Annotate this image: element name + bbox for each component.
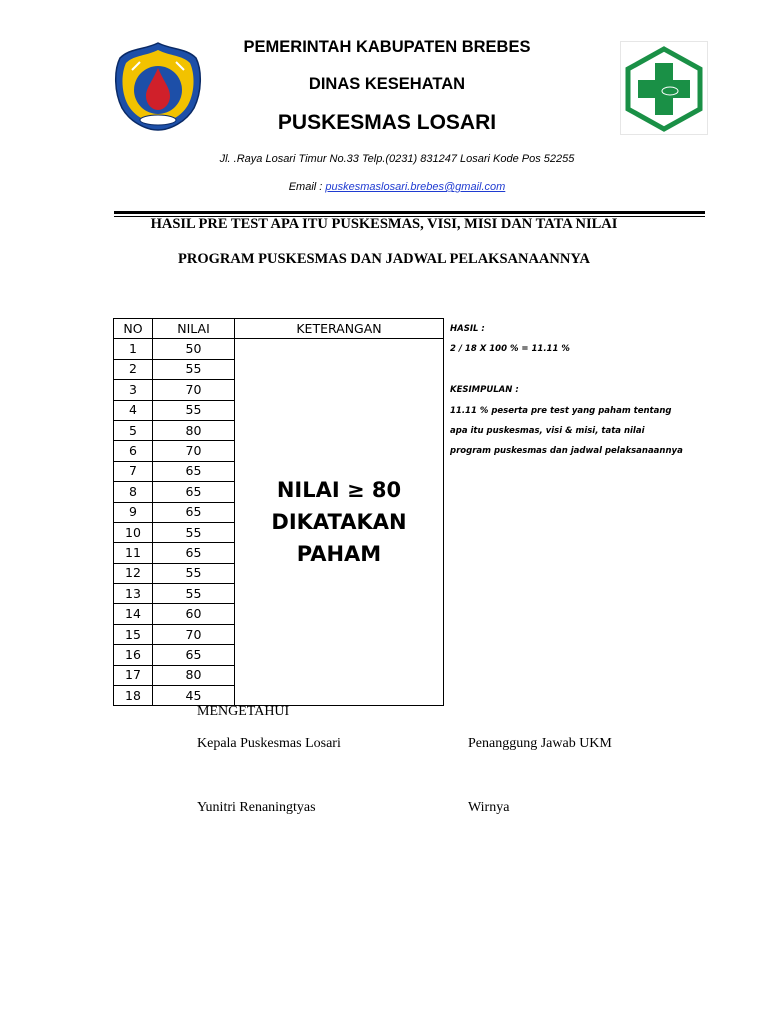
signature-right-title: Penanggung Jawab UKM (468, 736, 612, 751)
header-address: Jl. .Raya Losari Timur No.33 Telp.(0231) 831247 Losari Kode Pos 52255 (219, 153, 575, 165)
row-no: 16 (114, 645, 153, 665)
keterangan-cell (235, 339, 444, 706)
hasil-label: HASIL : (450, 324, 485, 334)
header-puskesmas: PUSKESMAS LOSARI (277, 111, 497, 134)
email-link[interactable]: puskesmaslosari.brebes@gmail.com (325, 181, 506, 193)
row-nilai: 80 (153, 665, 235, 685)
row-nilai: 65 (153, 543, 235, 563)
row-nilai: 55 (153, 522, 235, 542)
kesimpulan-line: apa itu puskesmas, visi & misi, tata nilai (450, 425, 645, 436)
row-no: 5 (114, 420, 153, 440)
row-no: 6 (114, 441, 153, 461)
kesimpulan-line: 11.11 % peserta pre test yang paham tentang (450, 405, 672, 416)
hasil-value: 2 / 18 X 100 % = 11.11 % (450, 344, 570, 355)
row-nilai: 65 (153, 482, 235, 502)
signature-left-name: Yunitri Renaningtyas (197, 800, 316, 815)
keterangan-line: PAHAM (296, 542, 382, 567)
header-department: DINAS KESEHATAN (308, 75, 466, 93)
row-nilai: 55 (153, 400, 235, 420)
row-nilai: 55 (153, 359, 235, 379)
keterangan-line: DIKATAKAN (271, 510, 407, 535)
row-nilai: 65 (153, 502, 235, 522)
row-no: 2 (114, 359, 153, 379)
header-keterangan: KETERANGAN (235, 319, 444, 339)
row-no: 18 (114, 686, 153, 706)
row-no: 14 (114, 604, 153, 624)
row-nilai: 80 (153, 420, 235, 440)
row-nilai: 70 (153, 380, 235, 400)
signature-mengetahui: MENGETAHUI (197, 704, 290, 719)
signature-right-name: Wirnya (468, 800, 510, 815)
row-nilai: 70 (153, 624, 235, 644)
header-no: NO (114, 319, 153, 339)
row-no: 1 (114, 339, 153, 359)
row-nilai: 45 (153, 686, 235, 706)
row-nilai: 55 (153, 563, 235, 583)
row-nilai: 50 (153, 339, 235, 359)
kesimpulan-label: KESIMPULAN : (450, 385, 519, 396)
header-nilai: NILAI (153, 319, 235, 339)
row-no: 10 (114, 522, 153, 542)
row-no: 4 (114, 400, 153, 420)
row-nilai: 70 (153, 441, 235, 461)
score-table (113, 318, 444, 706)
row-no: 3 (114, 380, 153, 400)
header-government: PEMERINTAH KABUPATEN BREBES (243, 38, 531, 56)
row-nilai: 65 (153, 645, 235, 665)
keterangan-line: NILAI ≥ 80 (276, 478, 402, 503)
header-email-line (130, 181, 664, 193)
result-notes (450, 322, 750, 465)
table-header-row (114, 319, 444, 339)
row-nilai: 55 (153, 584, 235, 604)
row-no: 8 (114, 482, 153, 502)
puskesmas-logo (620, 41, 708, 135)
kesimpulan-line: program puskesmas dan jadwal pelaksanaannya (450, 446, 683, 457)
row-nilai: 60 (153, 604, 235, 624)
notes-spacer (450, 363, 750, 383)
document-title-line2: PROGRAM PUSKESMAS DAN JADWAL PELAKSANAANNYA (178, 251, 590, 267)
row-no: 7 (114, 461, 153, 481)
row-no: 13 (114, 584, 153, 604)
signature-left-title: Kepala Puskesmas Losari (197, 736, 341, 751)
row-no: 17 (114, 665, 153, 685)
document-title-line1: HASIL PRE TEST APA ITU PUSKESMAS, VISI, MISI DAN TATA NILAI (150, 216, 618, 232)
email-label: Email : (288, 181, 326, 193)
header-rule-thick (114, 211, 705, 214)
row-no: 11 (114, 543, 153, 563)
row-no: 15 (114, 624, 153, 644)
table-row (114, 339, 444, 359)
row-nilai: 65 (153, 461, 235, 481)
row-no: 9 (114, 502, 153, 522)
row-no: 12 (114, 563, 153, 583)
